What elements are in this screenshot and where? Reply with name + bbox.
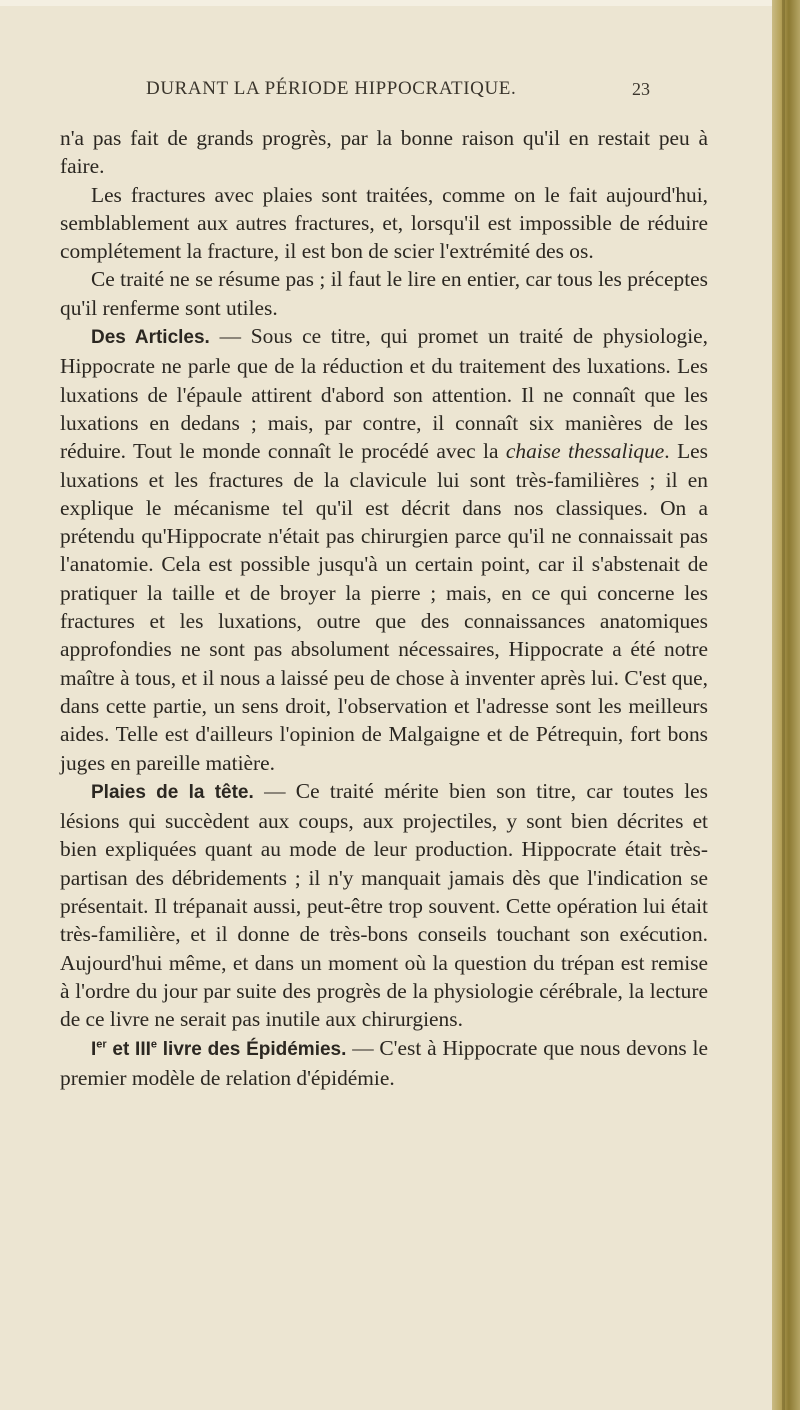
heading-part: et III — [106, 1038, 151, 1060]
heading-part: I — [91, 1038, 97, 1060]
paragraph-continuation: n'a pas fait de grands progrès, par la bonne raison qu'il en restait peu à faire. — [60, 126, 708, 179]
paragraph-des-articles — [60, 322, 708, 777]
paragraph-fractures-plaies: Les fractures avec plaies sont traitées, comme on le fait aujourd'hui, semblablement aux autres fractures, et, lorsqu'il est impossible de réduire complétement la fracture, il est bon de scier l'extrémité des os. — [60, 182, 708, 264]
paragraph-traite-resume: Ce traité ne se résume pas ; il faut le lire en entier, car tous les préceptes qu'il renferme sont utiles. — [60, 267, 708, 320]
paragraph-plaies-tete — [60, 777, 708, 1034]
paragraph-text: . Les luxations et les fractures de la clavicule lui sont très-familières ; il en explique le mécanisme tel qu'il est décrit dans nos classiques. On a prétendu qu'Hippocrate n'était pas chirurgien parce qu'il ne connaissait pas l'anatomie. Cela est possible jusqu'à un certain point, car il s'abstenait de pratiquer la taille et de broyer la pierre ; mais, en ce qui concerne les fractures et les luxations, outre que des connaissances anatomiques approfondies ne sont pas absolument nécessaires, Hippocrate a été notre maître à tous, et il nous a laissé peu de chose à inventer après lui. C'est que, dans cette partie, un sens droit, l'observation et l'adresse sont les meilleurs aides. Telle est d'ailleurs l'opinion de Malgaigne et de Pétrequin, fort bons juges en pareille matière. — [60, 439, 708, 775]
paragraph-epidemies — [60, 1034, 708, 1093]
heading-part: livre des Épidémies. — [157, 1038, 347, 1060]
book-binding-edge — [772, 0, 800, 1410]
running-header: DURANT LA PÉRIODE HIPPOCRATIQUE. — [146, 78, 517, 99]
section-heading-epidemies — [91, 1039, 346, 1060]
paragraph-text: — Ce traité mérite bien son titre, car toutes les lésions qui succèdent aux coups, aux projectiles, y sont bien décrites et bien expliquées quant au mode de leur production. Hippocrate était très-partisan des débridements ; il n'y manquait jamais dès que l'indication se présentait. Il trépanait aussi, peut-être trop souvent. Cette opération lui était très-familière, et il donne de très-bons conseils touchant son exécution. Aujourd'hui même, et dans un moment où la question du trépan est remise à l'ordre du jour par suite des progrès de la physiologie cérébrale, la lecture de ce livre ne serait pas inutile aux chirurgiens. — [60, 778, 709, 1032]
section-heading-des-articles: Des Articles. — [91, 327, 210, 349]
paragraph-text: — Sous ce titre, qui promet un traité de physiologie, Hippocrate ne parle que de la réduction et du traitement des luxations. Les luxations de l'épaule attirent d'abord son attention. Il ne connaît que les luxations en dedans ; mais, par contre, il connaît six manières de les réduire. Tout le monde connaît le procédé avec la — [60, 324, 708, 464]
section-heading-plaies-tete: Plaies de la tête. — [91, 781, 254, 803]
page-body — [60, 124, 708, 1092]
page-top-edge — [0, 0, 772, 6]
ordinal-superscript: er — [96, 1038, 107, 1051]
ordinal-superscript: e — [150, 1038, 158, 1051]
paragraph-text: — C'est à Hippocrate que nous devons le premier modèle de relation d'épidémie. — [60, 1035, 708, 1090]
italic-term: chaise thessalique — [505, 439, 665, 464]
page-number: 23 — [632, 79, 650, 99]
